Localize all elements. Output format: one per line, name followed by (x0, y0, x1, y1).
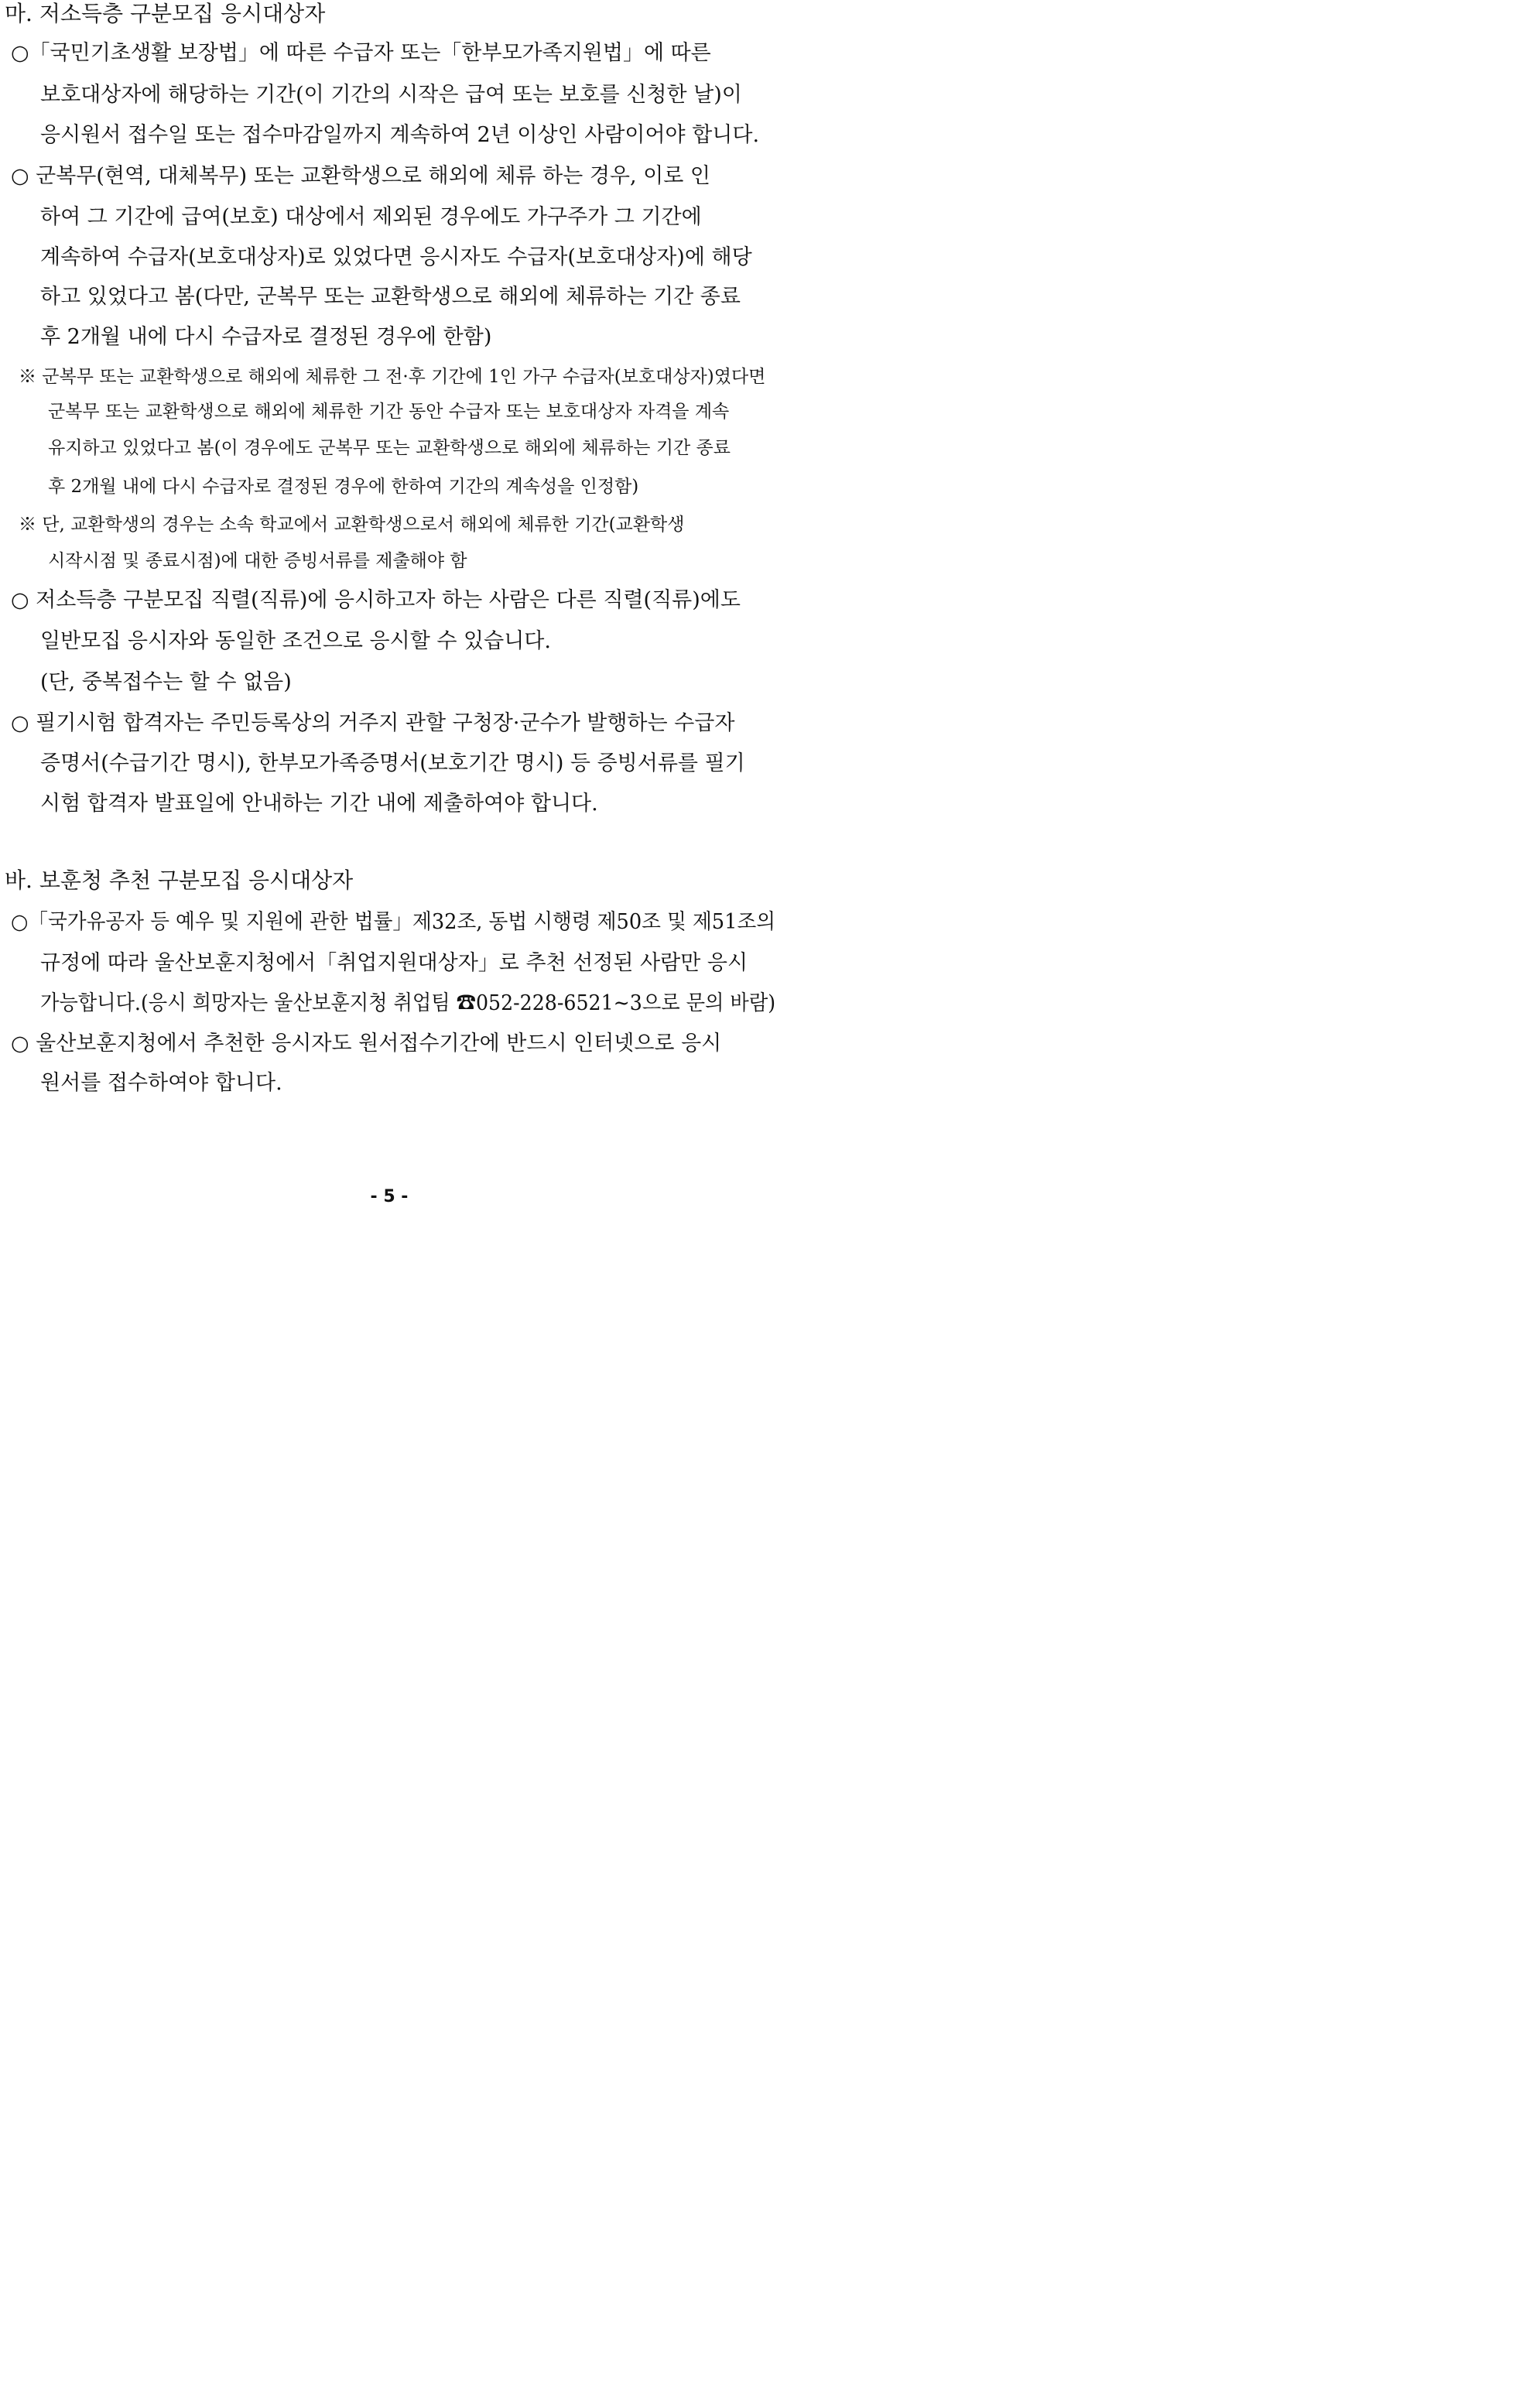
ba-p1-line-2: 규정에 따라 울산보훈지청에서「취업지원대상자」로 추천 선정된 사람만 응시 (40, 951, 748, 975)
ma-note1-line-2: 군복무 또는 교환학생으로 해외에 체류한 기간 동안 수급자 또는 보호대상자 자격을 계속 (48, 402, 730, 422)
ma-p4-line-3: 시험 합격자 발표일에 안내하는 기간 내에 제출하여야 합니다. (40, 792, 598, 816)
page-number: - 5 - (370, 1187, 409, 1206)
ma-p4-line-1: ○ 필기시험 합격자는 주민등록상의 거주지 관할 구청장·군수가 발행하는 수급자 (11, 711, 735, 735)
section-ba-heading: 바. 보훈청 추천 구분모집 응시대상자 (5, 867, 354, 893)
ma-note2-line-2: 시작시점 및 종료시점)에 대한 증빙서류를 제출해야 함 (48, 551, 467, 571)
ma-p2-line-5: 후 2개월 내에 다시 수급자로 결정된 경우에 한함) (40, 325, 492, 349)
ba-p2-line-1: ○ 울산보훈지청에서 추천한 응시자도 원서접수기간에 반드시 인터넷으로 응시 (11, 1032, 722, 1056)
ma-p2-line-1: ○ 군복무(현역, 대체복무) 또는 교환학생으로 해외에 체류 하는 경우, 이로 인 (11, 164, 710, 188)
ma-p3-line-3: (단, 중복접수는 할 수 없음) (40, 670, 292, 694)
ma-p1-line-2: 보호대상자에 해당하는 기간(이 기간의 시작은 급여 또는 보호를 신청한 날)이 (40, 83, 742, 107)
ma-p3-line-1: ○ 저소득층 구분모집 직렬(직류)에 응시하고자 하는 사람은 다른 직렬(직류)에도 (11, 588, 741, 612)
section-ma-heading: 마. 저소득층 구분모집 응시대상자 (5, 1, 326, 26)
ma-p2-line-2: 하여 그 기간에 급여(보호) 대상에서 제외된 경우에도 가구주가 그 기간에 (40, 205, 702, 229)
ma-p1-line-1: ○「국민기초생활 보장법」에 따른 수급자 또는「한부모가족지원법」에 따른 (11, 41, 711, 65)
ba-p1-line-1: ○「국가유공자 등 예우 및 지원에 관한 법률」제32조, 동법 시행령 제50조 및 제51조의 (11, 910, 775, 934)
ma-p3-line-2: 일반모집 응시자와 동일한 조건으로 응시할 수 있습니다. (40, 629, 551, 653)
ma-note1-line-3: 유지하고 있었다고 봄(이 경우에도 군복무 또는 교환학생으로 해외에 체류하는 기간 종료 (48, 438, 731, 458)
ma-note2-line-1: ※ 단, 교환학생의 경우는 소속 학교에서 교환학생으로서 해외에 체류한 기간(교환학생 (19, 515, 685, 535)
ba-p2-line-2: 원서를 접수하여야 합니다. (40, 1071, 282, 1095)
ma-p4-line-2: 증명서(수급기간 명시), 한부모가족증명서(보호기간 명시) 등 증빙서류를 필기 (40, 751, 745, 775)
ba-p1-line-3: 가능합니다.(응시 희망자는 울산보훈지청 취업팀 ☎052-228-6521~3으로 문의 바람) (40, 991, 776, 1015)
ma-note1-line-1: ※ 군복무 또는 교환학생으로 해외에 체류한 그 전·후 기간에 1인 가구 수급자(보호대상자)였다면 (19, 367, 766, 387)
ma-p2-line-4: 하고 있었다고 봄(다만, 군복무 또는 교환학생으로 해외에 체류하는 기간 종료 (40, 285, 741, 309)
ma-p1-line-3: 응시원서 접수일 또는 접수마감일까지 계속하여 2년 이상인 사람이어야 합니다. (40, 123, 760, 147)
ma-p2-line-3: 계속하여 수급자(보호대상자)로 있었다면 응시자도 수급자(보호대상자)에 해당 (40, 245, 752, 269)
ma-note1-line-4: 후 2개월 내에 다시 수급자로 결정된 경우에 한하여 기간의 계속성을 인정함) (48, 477, 639, 497)
